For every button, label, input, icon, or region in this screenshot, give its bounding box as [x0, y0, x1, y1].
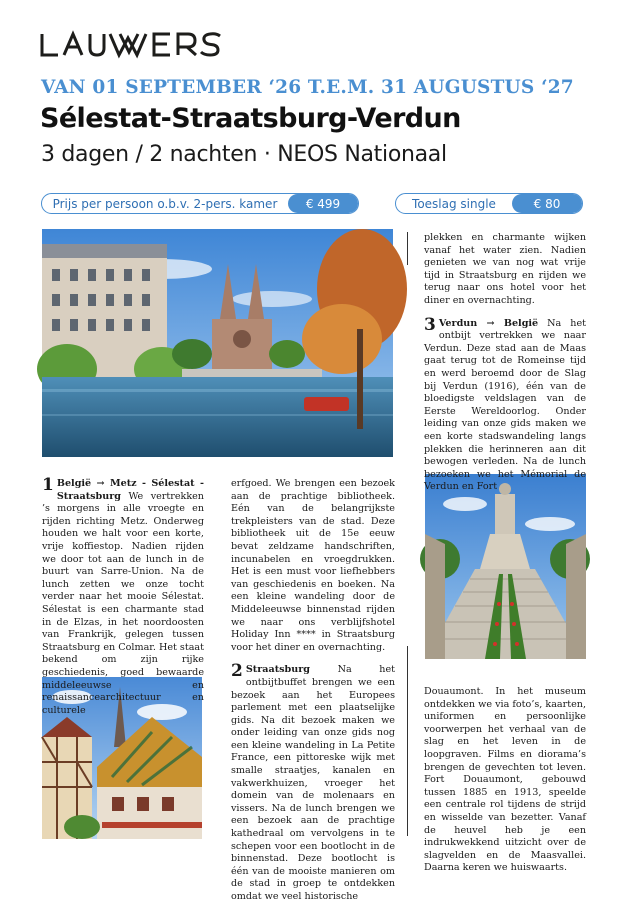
- column-2: [231, 478, 395, 904]
- lauwers-logo-mark: [40, 30, 276, 60]
- day-3-text: Na het ontbijt vertrekken we naar Verdun. Deze stad aan de Maas gaat terug tot de Romeinse tijd en werd beroemd door de Slag bij Verdun (1916), één van de bloedigste veldslagen van de Eerste Wereldoorlog. Onder leiding van onze gids maken we een korte stadswandeling langs plekken die herinneren aan dit bewogen verleden. Na de lunch bezoeken we het Mémorial de Verdun en Fort: [424, 317, 586, 493]
- day-3-heading: Verdun → België: [438, 317, 539, 329]
- day-2-heading: Straatsburg: [245, 664, 310, 676]
- brand-logo: [40, 30, 276, 60]
- single-supplement-value: € 80: [512, 194, 582, 213]
- day-2-section: [231, 661, 395, 903]
- price-per-person-label: Prijs per persoon o.b.v. 2-pers. kamer: [52, 196, 278, 211]
- verdun-memorial-photo: [425, 474, 586, 659]
- day-3-section: [424, 314, 586, 494]
- page-title: Sélestat-Straatsburg-Verdun: [40, 103, 461, 134]
- day-2-text: Na het ontbijtbuffet brengen we een bezoek aan het Europees parlement met een plaatselijke gids. Na dit bezoek maken we onder leiding van onze gids nog een kleine wandeling in La Petite France, een pittoreske wijk met smalle straatjes, kanalen en vakwerkhuizen, vroeger het domein van de molenaars en vissers. Na de lunch brengen we een bezoek aan de prachtige kathedraal om vervolgens in te schepen voor een bootlocht in de binnenstad. Deze bootlocht is één van de mooiste manieren om de stad in groep te ontdekken omdat we veel historische: [231, 664, 395, 902]
- day-3-number: 3: [424, 314, 436, 335]
- validity-dates: VAN 01 SEPTEMBER ‘26 T.E.M. 31 AUGUSTUS ‘27: [41, 77, 574, 98]
- single-supplement-label: Toeslag single: [412, 196, 496, 211]
- single-supplement: [395, 193, 583, 214]
- day-1-section: [42, 475, 204, 717]
- column-divider-bottom: [407, 646, 408, 836]
- day-2-number: 2: [231, 661, 243, 682]
- column-3-top: [424, 232, 586, 494]
- day-1-text-continued: erfgoed. We brengen een bezoek aan de prachtige bibliotheek. Eén van de belangrijkste trekpleisters van de stad. Deze bibliotheek uit de 15e eeuw bevat zeldzame handschriften, incunabelen en vroegdrukken. Het is een must voor liefhebbers van geschiedenis en boeken. Na een kleine wandeling door de Middeleeuwse binnenstad rijden we naar ons verblijfshotel Holiday Inn **** in Straatsburg voor het diner en overnachting.: [231, 478, 395, 653]
- day-1-heading: België → Metz - Sélestat - Straatsburg: [56, 478, 204, 502]
- day-2-text-continued: plekken en charmante wijken vanaf het water zien. Nadien genieten we van nog wat vrije tijd in Straatsburg en rijden we terug naar ons hotel voor het diner en overnachting.: [424, 232, 586, 306]
- day-1-text: We vertrekken ’s morgens in alle vroegte en rijden richting Metz. Onderweg houden we halt voor een korte, vrije koffiestop. Nadien rijden we door tot aan de lunch in de buurt van Sarre-Union. Na de lunch zetten we onze tocht verder naar het mooie Sélestat. Sélestat is een charmante stad in de Elzas, in het noordoosten van Frankrijk, gelegen tussen Straatsburg en Colmar. Het staat bekend om zijn rijke geschiedenis, goed bewaarde middeleeuwse en renaissancearchitectuur en culturele: [42, 490, 204, 716]
- price-per-person: [41, 193, 359, 214]
- column-divider-top: [407, 232, 408, 265]
- strasbourg-photo: [42, 229, 393, 457]
- page-subtitle: 3 dagen / 2 nachten · NEOS Nationaal: [41, 142, 447, 167]
- column-3-bottom: [424, 686, 586, 875]
- day-1-number: 1: [42, 475, 54, 495]
- price-per-person-value: € 499: [288, 194, 358, 213]
- day-3-text-continued: Douaumont. In het museum ontdekken we via foto’s, kaarten, uniformen en persoonlijke voorwerpen het verhaal van de slag en het leven in de loopgraven. Films en diorama’s brengen de gevechten tot leven. Fort Douaumont, gebouwd tussen 1885 en 1913, speelde een centrale rol tijdens de strijd en wisselde van bezetter. Vanaf de heuvel heb je een indrukwekkend uitzicht over de slagvelden en de Maasvallei. Daarna keren we huiswaarts.: [424, 686, 586, 874]
